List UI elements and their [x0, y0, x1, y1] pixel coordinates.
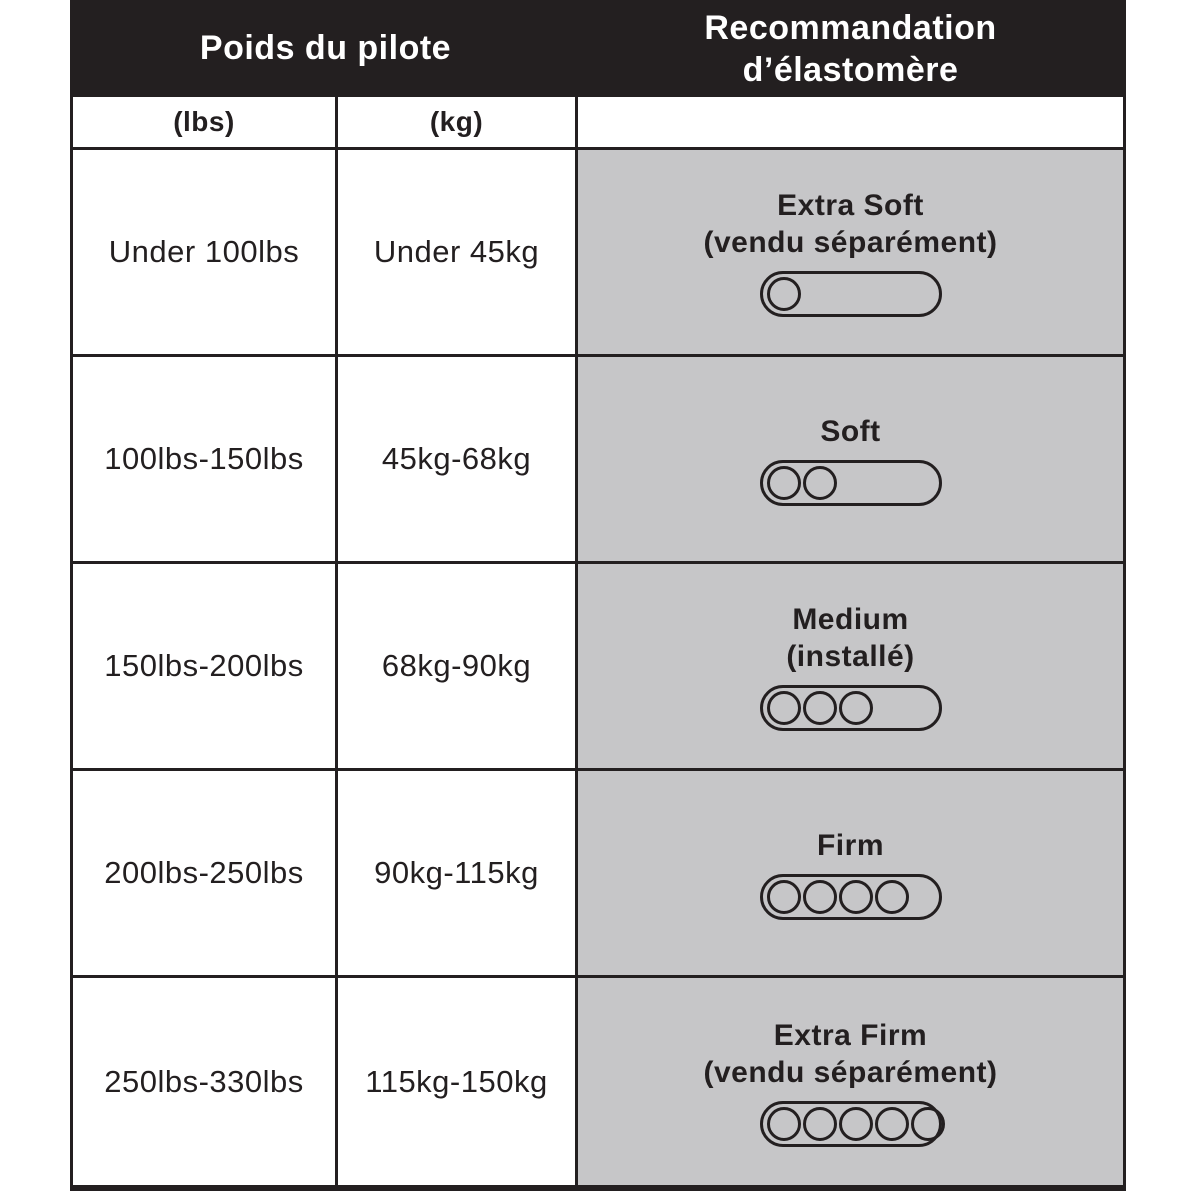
- header-pilot-weight: Poids du pilote: [199, 29, 452, 67]
- elastomer-indicator-pill: [760, 460, 942, 506]
- elastomer-dot: [911, 1107, 945, 1141]
- elastomer-dot: [767, 466, 801, 500]
- elastomer-name: [786, 601, 914, 675]
- table-row: [73, 564, 1123, 771]
- elastomer-dot: [803, 691, 837, 725]
- elastomer-name-line2: (vendu séparément): [703, 1055, 998, 1089]
- units-row: [73, 97, 1123, 150]
- table-row: [73, 150, 1123, 357]
- unit-kg-header: (kg): [338, 97, 578, 150]
- elastomer-name-line1: Soft: [820, 414, 881, 448]
- elastomer-dot: [803, 1107, 837, 1141]
- weight-lbs-cell: 200lbs-250lbs: [73, 771, 338, 978]
- weight-lbs-cell: 250lbs-330lbs: [73, 978, 338, 1185]
- table-row: [73, 771, 1123, 978]
- elastomer-name: [820, 413, 880, 450]
- table-row: [73, 357, 1123, 564]
- elastomer-dot: [803, 466, 837, 500]
- elastomer-name-line2: (vendu séparément): [703, 226, 998, 259]
- weight-kg-cell: 45kg-68kg: [338, 357, 578, 564]
- weight-lbs-cell: 150lbs-200lbs: [73, 564, 338, 771]
- elastomer-name: [703, 187, 997, 261]
- elastomer-dot: [839, 880, 873, 914]
- elastomer-dot: [875, 880, 909, 914]
- elastomer-indicator-pill: [760, 874, 942, 920]
- weight-kg-cell: 68kg-90kg: [338, 564, 578, 771]
- recommendation-cell: [578, 150, 1123, 357]
- elastomer-name-line1: Medium: [792, 603, 909, 636]
- elastomer-name-line2: (installé): [786, 640, 915, 673]
- weight-kg-cell: 115kg-150kg: [338, 978, 578, 1185]
- elastomer-dot: [839, 691, 873, 725]
- header-recommendation-line2: d’élastomère: [742, 50, 959, 89]
- elastomer-dot: [767, 691, 801, 725]
- weight-kg-cell: Under 45kg: [338, 150, 578, 357]
- weight-lbs-cell: 100lbs-150lbs: [73, 357, 338, 564]
- header-recommendation-line1: Recommandation: [704, 8, 997, 47]
- recommendation-cell: [578, 771, 1123, 978]
- elastomer-dot: [803, 880, 837, 914]
- elastomer-name-line1: Firm: [816, 828, 884, 862]
- unit-empty-header: [578, 97, 1123, 150]
- unit-lbs-header: (lbs): [73, 97, 338, 150]
- elastomer-dot: [875, 1107, 909, 1141]
- elastomer-dot: [767, 277, 801, 311]
- elastomer-name: [817, 827, 884, 864]
- recommendation-cell: [578, 978, 1123, 1185]
- elastomer-recommendation-table: [70, 0, 1126, 1191]
- elastomer-name: [703, 1017, 997, 1091]
- table-header: [73, 0, 1123, 97]
- elastomer-dot: [767, 1107, 801, 1141]
- elastomer-indicator-pill: [760, 271, 942, 317]
- elastomer-name-line1: Extra Soft: [777, 189, 924, 222]
- weight-kg-cell: 90kg-115kg: [338, 771, 578, 978]
- elastomer-indicator-pill: [760, 685, 942, 731]
- recommendation-cell: [578, 357, 1123, 564]
- header-recommendation: [578, 7, 1123, 91]
- table-row: [73, 978, 1123, 1185]
- elastomer-dot: [767, 880, 801, 914]
- recommendation-cell: [578, 564, 1123, 771]
- elastomer-indicator-pill: [760, 1101, 942, 1147]
- elastomer-dot: [839, 1107, 873, 1141]
- weight-lbs-cell: Under 100lbs: [73, 150, 338, 357]
- elastomer-name-line1: Extra Firm: [773, 1018, 928, 1052]
